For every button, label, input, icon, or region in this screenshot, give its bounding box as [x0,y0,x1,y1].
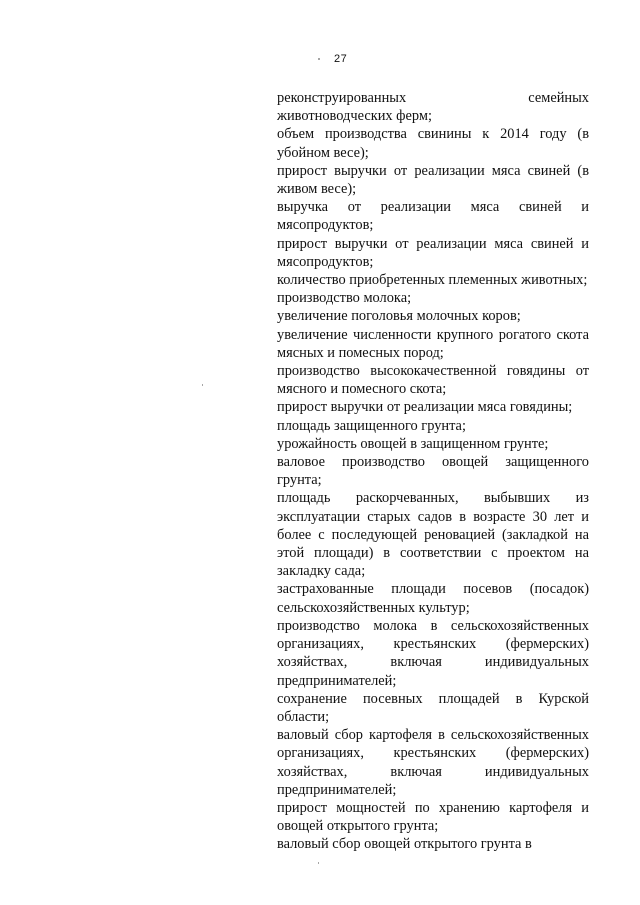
list-item: реконструированных семейных животноводческих ферм; [277,90,589,125]
list-item: производство высококачественной говядины от мясного и помесного скота; [277,363,589,398]
list-item: валовый сбор овощей открытого грунта в [277,836,532,853]
list-item: производство молока в сельскохозяйственных организациях, крестьянских (фермерских) хозяйствах, включая индивидуальных предпринимателей; [277,617,589,689]
list-item: прирост мощностей по хранению картофеля и овощей открытого грунта; [277,799,589,835]
scan-speck [318,862,319,864]
list-item: увеличение численности крупного рогатого скота мясных и помесных пород; [277,326,589,361]
list-item: урожайность овощей в защищенном грунте; [277,435,549,452]
document-body [277,89,589,854]
scan-speck [202,384,203,386]
list-item: валовый сбор картофеля в сельскохозяйственных организациях, крестьянских (фермерских) хозяйствах, включая индивидуальных предпринимателей; [277,727,589,798]
list-item: прирост выручки от реализации мяса говядины; [277,399,573,416]
list-item: валовое производство овощей защищенного грунта; [277,454,589,489]
list-item: застрахованные площади посевов (посадок) сельскохозяйственных культур; [277,581,589,616]
list-item: прирост выручки от реализации мяса свиней и мясопродуктов; [277,235,589,270]
list-item: площадь раскорчеванных, выбывших из эксплуатации старых садов в возрасте 30 лет и более с последующей реновацией (закладкой на этой площади) в соответствии с проектом на закладку сада; [277,490,589,580]
list-item: площадь защищенного грунта; [277,417,466,434]
list-item: объем производства свинины к 2014 году (в убойном весе); [277,126,589,161]
page-number: 27 [334,53,348,65]
list-item: выручка от реализации мяса свиней и мясопродуктов; [277,199,589,234]
list-item: производство молока; [277,290,412,307]
list-item: увеличение поголовья молочных коров; [277,308,521,325]
list-item: сохранение посевных площадей в Курской области; [277,690,589,725]
list-item: прирост выручки от реализации мяса свиней (в живом весе); [277,162,589,198]
list-item: количество приобретенных племенных животных; [277,272,588,289]
scan-speck [318,58,320,60]
